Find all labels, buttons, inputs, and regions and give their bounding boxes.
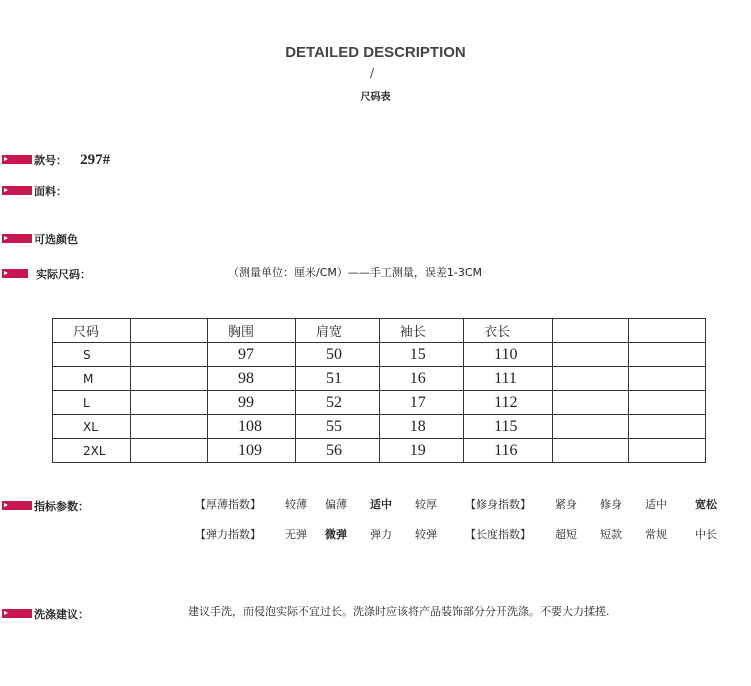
arrow-marker-icon <box>2 234 32 243</box>
index-option: 中长 <box>695 528 717 541</box>
indices-section <box>2 495 89 514</box>
table-cell: 52 <box>295 391 379 415</box>
table-cell: 56 <box>295 439 379 463</box>
table-header-row <box>53 319 706 343</box>
field-label: 款号： <box>34 154 67 167</box>
table-cell: 111 <box>464 367 553 391</box>
field-label: 可选颜色 <box>34 233 78 246</box>
table-cell: 17 <box>379 391 463 415</box>
table-cell <box>552 343 629 367</box>
table-cell: 98 <box>208 367 296 391</box>
table-cell <box>629 367 706 391</box>
table-header-cell <box>552 319 629 343</box>
table-cell: XL <box>53 415 131 439</box>
arrow-marker-icon <box>2 609 32 618</box>
table-header-cell: 衣长 <box>464 319 553 343</box>
index-option: 紧身 <box>555 498 577 511</box>
table-cell <box>552 415 629 439</box>
table-row <box>53 415 706 439</box>
field-fabric <box>2 180 67 199</box>
table-cell <box>629 439 706 463</box>
page-title: DETAILED DESCRIPTION <box>285 44 466 61</box>
index-option: 修身 <box>600 498 622 511</box>
table-cell: 16 <box>379 367 463 391</box>
table-header-cell <box>131 319 208 343</box>
table-cell: 15 <box>379 343 463 367</box>
arrow-marker-icon <box>2 269 28 278</box>
table-cell <box>131 391 208 415</box>
table-cell: 116 <box>464 439 553 463</box>
field-colors <box>2 228 78 247</box>
wash-text: 建议手洗，而侵泡实际不宜过长。洗涤时应该将产品装饰部分分开洗涤。不要大力揉搓. <box>188 605 610 618</box>
index-option: 较薄 <box>285 498 307 511</box>
wash-label: 洗涤建议： <box>34 608 89 621</box>
table-cell <box>629 391 706 415</box>
index-option: 较弹 <box>415 528 437 541</box>
table-cell <box>629 415 706 439</box>
table-header-cell <box>629 319 706 343</box>
field-label: 实际尺码： <box>36 268 91 281</box>
table-cell <box>629 343 706 367</box>
table-cell: 99 <box>208 391 296 415</box>
index-option: 适中 <box>645 498 667 511</box>
table-cell <box>131 343 208 367</box>
field-label: 面料： <box>34 185 67 198</box>
index-option: 超短 <box>555 528 577 541</box>
table-cell: 97 <box>208 343 296 367</box>
field-actual-size <box>2 263 91 282</box>
table-cell: 51 <box>295 367 379 391</box>
table-row <box>53 439 706 463</box>
table-cell: 108 <box>208 415 296 439</box>
table-header-cell: 胸围 <box>208 319 296 343</box>
table-cell: 115 <box>464 415 553 439</box>
index-option: 微弹 <box>325 528 347 541</box>
table-cell: 110 <box>464 343 553 367</box>
index-option: 【长度指数】 <box>465 528 531 541</box>
page-subtitle: 尺码表 <box>360 92 391 103</box>
table-row <box>53 391 706 415</box>
table-cell: 109 <box>208 439 296 463</box>
measurement-note: （测量单位：厘米/CM）——手工测量，误差1-3CM <box>228 266 483 279</box>
size-table <box>52 318 706 463</box>
table-cell <box>552 367 629 391</box>
field-style-number <box>2 149 110 169</box>
arrow-marker-icon <box>2 186 32 195</box>
table-cell: 2XL <box>53 439 131 463</box>
table-header-cell: 尺码 <box>53 319 131 343</box>
index-option: 无弹 <box>285 528 307 541</box>
arrow-marker-icon <box>2 155 32 164</box>
index-option: 弹力 <box>370 528 392 541</box>
table-cell <box>552 391 629 415</box>
index-option: 短款 <box>600 528 622 541</box>
index-option: 偏薄 <box>325 498 347 511</box>
table-cell <box>131 367 208 391</box>
indices-label: 指标参数： <box>34 500 89 513</box>
table-row <box>53 343 706 367</box>
table-cell: M <box>53 367 131 391</box>
table-cell: L <box>53 391 131 415</box>
arrow-marker-icon <box>2 501 32 510</box>
table-cell: 55 <box>295 415 379 439</box>
table-cell: 19 <box>379 439 463 463</box>
index-option: 【修身指数】 <box>465 498 531 511</box>
index-option: 【厚薄指数】 <box>195 498 261 511</box>
table-row <box>53 367 706 391</box>
title-divider: / <box>370 66 375 80</box>
index-option: 适中 <box>370 498 392 511</box>
index-option: 较厚 <box>415 498 437 511</box>
table-cell <box>131 415 208 439</box>
table-cell: 18 <box>379 415 463 439</box>
index-option: 【弹力指数】 <box>195 528 261 541</box>
table-cell: S <box>53 343 131 367</box>
index-option: 宽松 <box>695 498 717 511</box>
table-cell: 50 <box>295 343 379 367</box>
index-option: 常规 <box>645 528 667 541</box>
table-header-cell: 袖长 <box>379 319 463 343</box>
wash-section <box>2 603 89 622</box>
table-cell <box>552 439 629 463</box>
field-value: 297# <box>80 152 111 168</box>
table-header-cell: 肩宽 <box>295 319 379 343</box>
table-cell <box>131 439 208 463</box>
table-cell: 112 <box>464 391 553 415</box>
